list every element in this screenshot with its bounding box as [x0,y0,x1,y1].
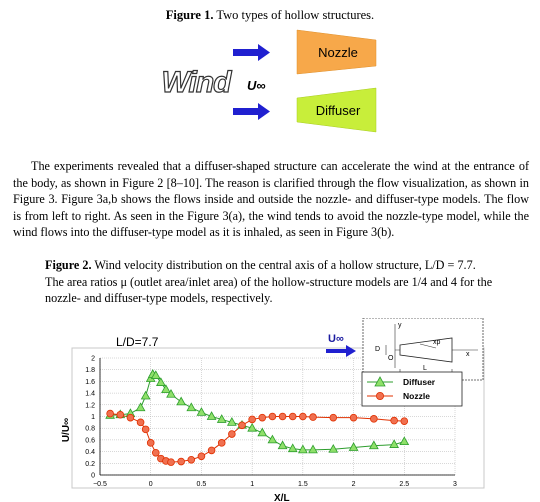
y-tick-label: 1.8 [85,367,95,375]
data-point-nozzle [289,413,296,420]
figure1-caption-text: Two types of hollow structures. [216,8,375,22]
y-tick-label: 2 [91,355,95,363]
x-tick-label: 2 [351,481,356,488]
inset-x-label: x [466,351,470,358]
figure2-caption [45,257,515,307]
data-point-nozzle [142,426,149,433]
figure2-caption-line: nozzle- and diffuser-type models, respectively. [45,291,273,306]
chart-u-infinity: U∞ [328,333,344,345]
data-point-nozzle [117,411,124,418]
inset-o-label: O [388,355,394,362]
data-point-nozzle [188,456,195,463]
data-point-nozzle [401,418,408,425]
data-point-nozzle [279,413,286,420]
data-point-nozzle [228,431,235,438]
upper-arrow-icon [233,44,270,61]
y-tick-label: 0.2 [85,460,95,468]
x-axis-label: X/L [274,493,290,502]
u-infinity-symbol: U∞ [247,78,266,93]
inset-schematic [363,318,483,380]
data-point-nozzle [137,419,144,426]
x-tick-label: 0 [148,481,153,488]
figure2-label: Figure 2. [45,258,92,272]
y-tick-label: 0 [91,472,95,480]
nozzle-label: Nozzle [318,45,358,60]
data-point-nozzle [299,413,306,420]
data-point-nozzle [249,416,256,423]
data-point-nozzle [198,453,205,460]
velocity-chart [0,318,540,502]
inset-y-label: y [398,322,402,329]
x-tick-label: 3 [453,481,457,488]
data-point-nozzle [370,415,377,422]
figure1-label: Figure 1. [165,8,214,22]
chart-legend [362,372,462,406]
figure2-caption-line: Wind velocity distribution on the central axis of a hollow structure, L/D = 7.7. [94,258,476,272]
data-point-nozzle [152,449,159,456]
y-axis-label: U/U∞ [61,417,72,443]
data-point-nozzle [107,410,114,417]
figure1-caption [0,8,540,23]
data-point-nozzle [269,413,276,420]
y-tick-label: 1.6 [85,378,95,386]
inset-xp-label: xp [433,339,441,346]
x-tick-label: 1 [250,481,255,488]
inset-d-label: D [375,346,381,353]
y-tick-label: 1.2 [85,402,95,410]
data-point-nozzle [350,414,357,421]
legend-label-diffuser: Diffuser [403,377,436,387]
wind-label: Wind [161,66,231,99]
data-point-nozzle [330,414,337,421]
data-point-nozzle [310,414,317,421]
paragraph-line: The experiments revealed that a diffuser-shaped structure can accelerate the wind at the entrance of [31,159,529,173]
x-tick-label: 2.5 [399,481,410,488]
data-point-nozzle [127,414,134,421]
y-tick-label: 0.4 [85,449,95,457]
x-tick-label: 0.5 [196,481,207,488]
data-point-nozzle [147,439,154,446]
diffuser-label: Diffuser [315,103,361,118]
figure2-caption-line: The area ratios μ (outlet area/inlet area) of the hollow-structure models are 1/4 and 4 for the [45,274,493,289]
paragraph-line: in Figure 3. Figure 3a,b shows the flows inside and outside the nozzle- and diffuser-type models. The [13,175,529,207]
legend-label-nozzle: Nozzle [403,391,430,401]
y-tick-label: 1 [91,414,95,421]
data-point-nozzle [168,459,175,466]
x-tick-label: −0.5 [93,481,107,488]
data-point-nozzle [178,458,185,465]
x-tick-label: 1.5 [297,481,308,488]
paragraph-line: the body, as shown in Figure 2 [8–10]. The reason is clarified through the flow visualization, as shown [13,175,517,190]
data-point-nozzle [259,414,266,421]
ld-annotation: L/D=7.7 [116,335,159,349]
y-tick-label: 0.6 [85,437,95,445]
data-point-nozzle [391,417,398,424]
y-tick-label: 0.8 [85,425,95,433]
paragraph-line: flow is from left to right. As seen in the Figure 3(a), the wind tends to avoid the nozzle-type model, [13,192,530,223]
data-point-nozzle [208,447,215,454]
body-paragraph [13,158,529,241]
paragraph-line: while the wind flows into the diffuser-type model as it is inhaled, as seen in Figure 3(b). [13,208,530,240]
figure1-illustration [0,28,540,148]
inset-l-label: L [423,365,427,372]
data-point-nozzle [239,422,246,429]
y-tick-label: 1.4 [85,390,95,398]
lower-arrow-icon [233,103,270,120]
data-point-nozzle [218,439,225,446]
